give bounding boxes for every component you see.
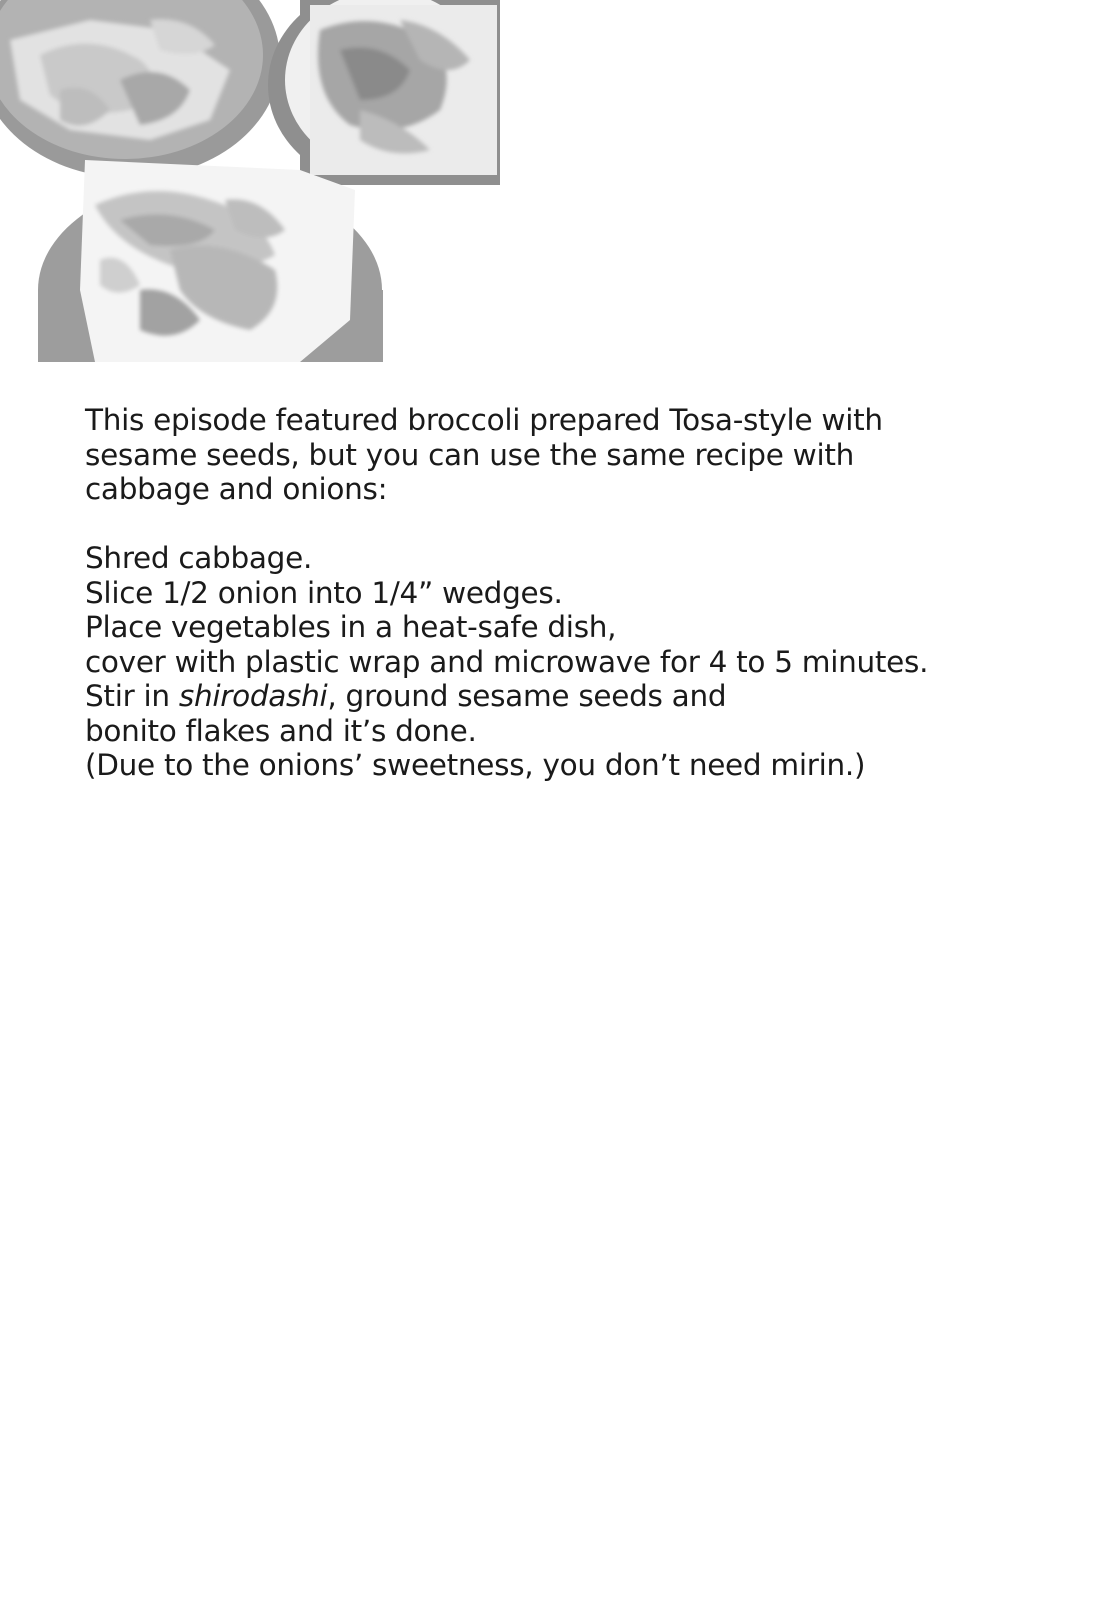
step-cover: cover with plastic wrap and microwave for 4 to 5 minutes. [85, 644, 929, 679]
step-slice: Slice 1/2 onion into 1/4” wedges. [85, 575, 563, 610]
step-stir [85, 679, 1045, 714]
step-stir-prefix: Stir in [85, 679, 179, 713]
intro-line-3: cabbage and onions: [85, 472, 388, 506]
plate-top-left [0, 0, 280, 178]
step-stir-term: shirodashi [178, 679, 328, 713]
plate-top-right [268, 0, 500, 185]
recipe-text [85, 403, 1045, 783]
plate-bottom [38, 160, 383, 362]
step-shred: Shred cabbage. [85, 541, 313, 575]
intro-line-1: This episode featured broccoli prepared Tosa-style with [85, 403, 883, 437]
paragraph-gap [85, 507, 1045, 542]
step-bonito: bonito flakes and it’s done. [85, 713, 477, 748]
step-stir-suffix: , ground sesame seeds and [327, 679, 727, 713]
step-note: (Due to the onions’ sweetness, you don’t need mirin.) [85, 748, 866, 782]
intro-line-2: sesame seeds, but you can use the same recipe with [85, 437, 855, 472]
step-place: Place vegetables in a heat-safe dish, [85, 610, 617, 644]
food-photo [0, 0, 500, 362]
food-photo-illustration [0, 0, 500, 362]
